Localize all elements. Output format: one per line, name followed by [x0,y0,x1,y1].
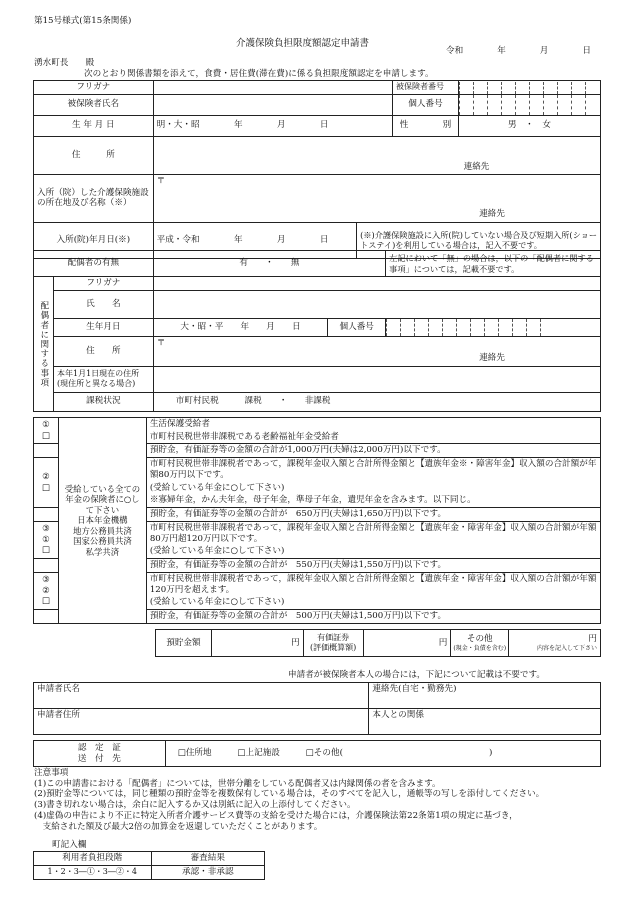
spouse-name-field[interactable] [153,290,600,318]
send-destination-options[interactable]: □住所地 □上記施設 □その他( ) [165,741,600,767]
applicant-name-field[interactable]: 申請者氏名 [34,683,369,709]
category-3-1-checkbox[interactable]: ③ ① □ [34,521,59,558]
spouse-personal-number-field[interactable] [386,318,601,336]
spouse-dob-field[interactable]: 大・昭・平 年 月 日 [153,318,328,336]
spouse-has-field[interactable]: 有 ・ 無 [153,251,385,277]
dob-field[interactable]: 明・大・昭 年 月 日 [153,115,392,136]
applicant-address-field[interactable]: 申請者住所 [34,709,369,735]
furigana-field[interactable] [153,81,392,95]
admit-date-field[interactable]: 平成・令和 年 月 日 [153,222,357,258]
personal-number-field[interactable] [458,94,600,115]
page-title: 介護保険負担限度額認定申請書 [236,38,370,49]
applicant-relation-field[interactable]: 本人との関係 [369,709,601,735]
insured-number-field[interactable] [458,81,600,95]
review-result-field[interactable]: 承認・非承認 [151,865,264,879]
spouse-tax-field[interactable]: 市町村民税 課税 ・ 非課税 [153,392,600,411]
burden-stage-field[interactable]: 1・2・3―①・3―②・4 [34,865,152,879]
applicant-note: 申請者が被保険者本人の場合には，下記について記載は不要です。 [288,670,545,680]
spouse-table: 配偶者の有無 有 ・ 無 左記において「無」の場合は，以下の「配偶者に関する事項」については，記載不要です。 配偶者に関する事項 フリガナ 氏 名 生年月日 大・昭・平 年 月 日 個人番号 住 所 〒 連絡先 本年1月1日現在の住所(現住所と異なる場合) 課税状況 市町村民税 課税 ・ 非課税 [33,250,601,412]
category-1-checkbox[interactable]: ① □ [34,418,59,444]
spouse-section-label: 配偶者に関する事項 [34,277,54,412]
category-2-checkbox[interactable]: ② □ [34,458,59,508]
form-number: 第15号様式(第15条関係) [34,16,132,26]
spouse-address-field[interactable]: 〒 連絡先 [153,336,600,366]
income-table: ① □ 受給している全ての年金の保険者に○して下さい 日本年金機構 地方公務員共済 国家公務員共済 私学共済 生活保護受給者 市町村民税世帯非課税である老齢福祉年金受給者 預貯金，有価証券等の金額の合計が1,000万円(夫婦は2,000万円)以下です。 ② □ 市町村民税世帯非課税者であって，課税年金収入額と合計所得金額と【遺族年金※・障害年金】収入額の合計額が年額80万円以下です。 (受給している年金に○して下さい) ※寡婦年金，かん夫年金，母子年金，準母子年金，遺児年金を含みます。以下同じ。 預貯金，有価証券等の金額の合計が 650万円(夫婦は1,650万円)以下です。 ③ ① □ 市町村民税世帯非課税者であって，課税年金収入額と合計所得金額と【遺族年金・障害年金】収入額の合計額が年額80万円超120万円以下です。 (受給している年金に○して下さい) 預貯金，有価証券等の金額の合計が 550万円(夫婦は1,550万円)以下です。 ③ ② □ 市町村民税世帯非課税者であって，課税年金収入額と合計所得金額と【遺族年金・障害年金】収入額の合計額が年額120万円を超えます。 (受給している年金に○して下さい) 預貯金，有価証券等の金額の合計が 500万円(夫婦は1,500万円)以下です。 [33,417,601,624]
facility-field[interactable]: 〒 連絡先 [153,174,600,222]
other-amount-field[interactable]: 円 内容を記入して下さい [509,630,601,657]
addressee: 湧水町長 殿 [34,58,95,68]
insured-table: フリガナ 被保険者番号 被保険者氏名 個人番号 生 年 月 日 明・大・昭 年 月 日 性 別 男 ・ 女 住 所 連絡先 入所（院）した介護保険施設の所在地及び名称（※） 〒 連絡先 入所(院)年月日(※) 平成・令和 年 月 日 (※)介護保険施設に入所(院)していない場合及び短期入所(ショートステイ)を利用している場合は，記入不要です。 [33,80,601,259]
deposit-amount-field[interactable]: 円 [211,630,303,657]
insured-name-field[interactable] [153,94,392,115]
spouse-furigana-field[interactable] [153,277,600,291]
category-3-2-checkbox[interactable]: ③ ② □ [34,572,59,609]
application-date: 令和 年 月 日 [446,46,591,56]
insured-address-field[interactable]: 連絡先 [153,136,600,174]
spouse-jan1-address-field[interactable] [153,366,600,392]
town-use-heading: 町記入欄 [52,840,87,850]
send-table: 認 定 証 送 付 先 □住所地 □上記施設 □その他( ) [33,740,601,767]
sex-field[interactable]: 男 ・ 女 [458,115,600,136]
applicant-contact-field[interactable]: 連絡先(自宅・勤務先) [369,683,601,709]
town-use-table: 利用者負担段階 審査結果 1・2・3―①・3―②・4 承認・非承認 [33,851,265,880]
amounts-table: 預貯金額 円 有価証券 (評価概算額) 円 その他 (現金・負債を含む) 円 内容を記入して下さい [155,629,601,657]
pension-insurer-label: 受給している全ての年金の保険者に○して下さい 日本年金機構 地方公務員共済 国家公務員共済 私学共済 [58,418,146,624]
intro-text: 次のとおり関係書類を添えて，食費・居住費(滞在費)に係る負担限度額認定を申請します。 [84,69,434,79]
securities-amount-field[interactable]: 円 [363,630,451,657]
admit-note: (※)介護保険施設に入所(院)していない場合及び短期入所(ショートステイ)を利用している場合は，記入不要です。 [357,222,601,258]
applicant-table [33,682,601,735]
notes: 注意事項 (1)この申請書における「配偶者」については，世帯分離をしている配偶者又は内縁関係の者を含みます。 (2)預貯金等については，同じ種類の預貯金等を複数保有している場合は，そのすべてを記入し，通帳等の写しを添付してください。 (3)書き切れない場合は，余白に記入するか又は別紙に記入の上添付してください。 (4)虚偽の申告により不正に特定入所者介護サービス費等の支給を受けた場合には，介護保険法第22条第1項の規定に基づき， 支給された額及び最大2倍の加算金を返還していただくことがあります。 [34,768,545,832]
